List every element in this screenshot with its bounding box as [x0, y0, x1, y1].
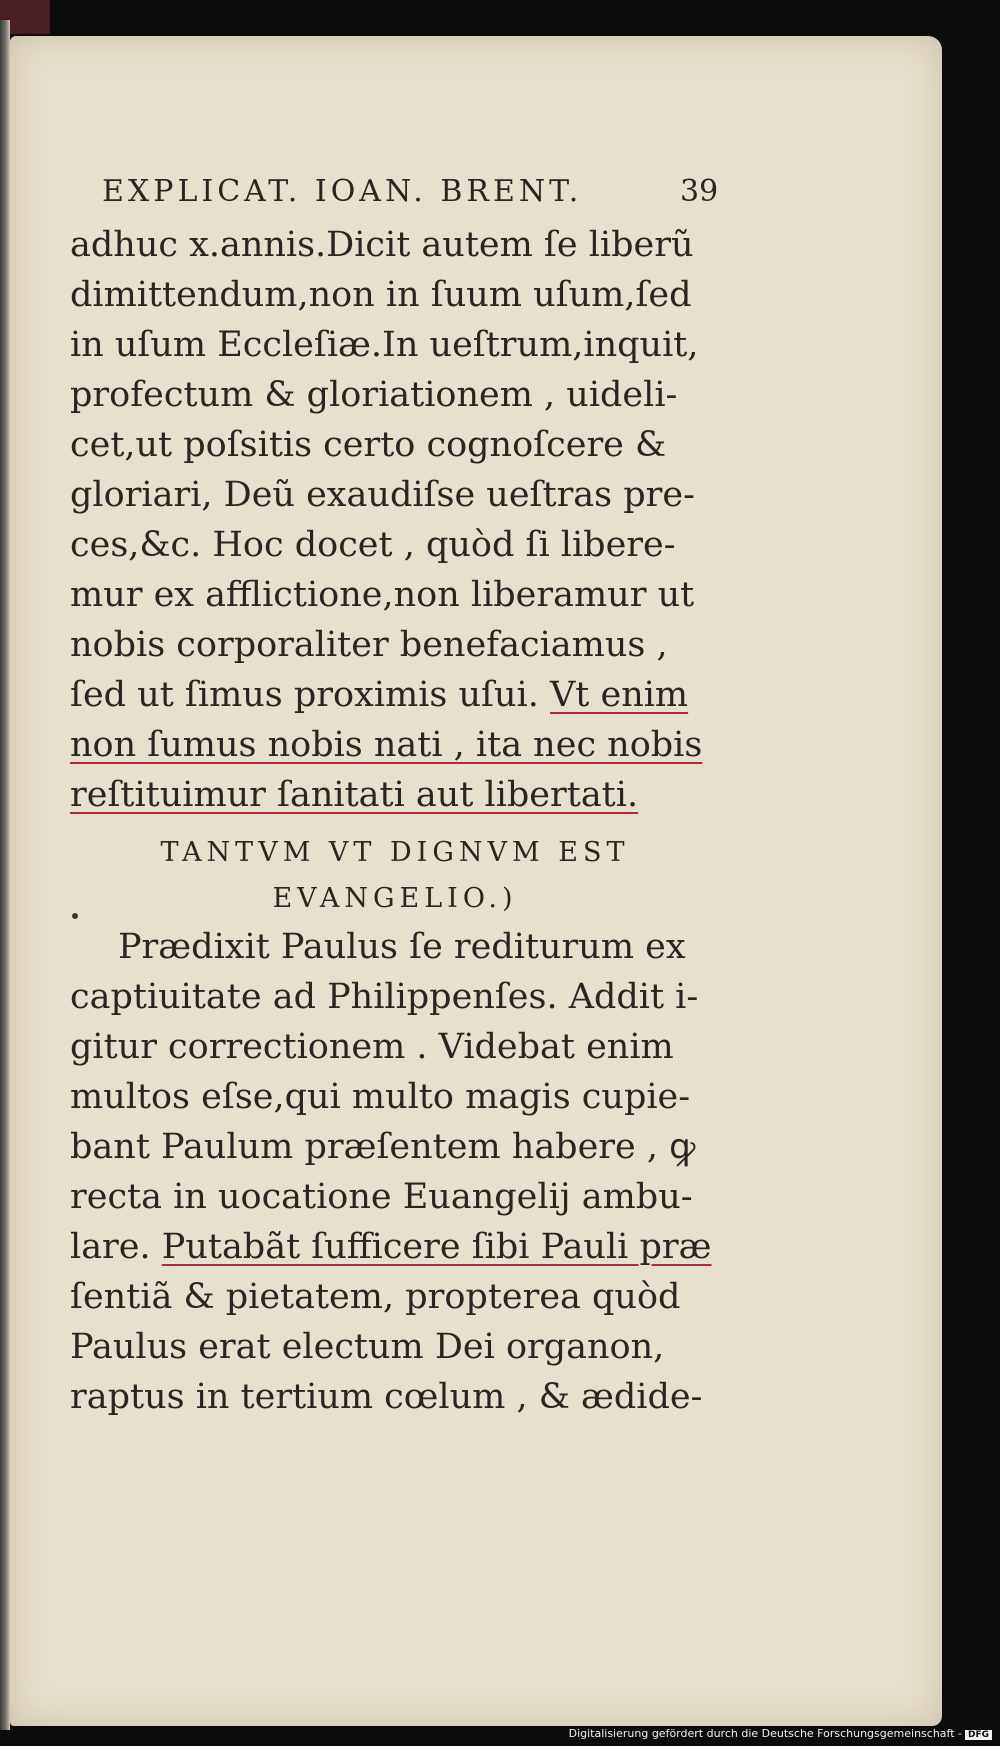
text-line: mur ex afflictione,non liberamur ut — [70, 575, 695, 615]
text-line: adhuc x.annis.Dicit autem ſe liberũ — [70, 225, 694, 265]
dfg-logo-badge: DFG — [965, 1730, 992, 1740]
text-line: Paulus erat electum Dei organon, — [70, 1327, 665, 1367]
text-line: profectum & gloriationem , uideli- — [70, 375, 678, 415]
underlined-text: reſtituimur ſanitati aut libertati. — [70, 775, 639, 815]
text-line: nobis corporaliter benefaciamus , — [70, 625, 668, 665]
text-line: in uſum Eccleſiæ.In ueſtrum,inquit, — [70, 325, 699, 365]
underlined-text: Vt enim — [550, 675, 689, 715]
text-line: gloriari, Deũ exaudiſse ueſtras pre- — [70, 475, 695, 515]
digitization-credit — [569, 1727, 992, 1740]
section-heading — [70, 830, 720, 922]
heading-line-2: EVANGELIO.) — [272, 883, 518, 914]
text-line: recta in uocatione Euangelij ambu- — [70, 1177, 693, 1217]
running-head — [70, 168, 720, 220]
text-line — [70, 720, 720, 770]
paragraph-1 — [70, 220, 720, 820]
book-spine-edge — [0, 20, 10, 1730]
text-line: raptus in tertium cœlum , & ædide- — [70, 1377, 703, 1417]
text-line: bant Paulum præſentem habere , ꝙ — [70, 1127, 696, 1167]
page-number: 39 — [680, 174, 719, 209]
heading-line-1: TANTVM VT DIGNVM EST — [160, 837, 630, 868]
text-line — [70, 670, 720, 720]
text-line — [70, 1222, 720, 1272]
text-line: ſentiã & pietatem, propterea quòd — [70, 1277, 681, 1317]
ink-speck — [72, 913, 78, 919]
text-line: cet,ut poſsitis certo cognoſcere & — [70, 425, 667, 465]
text-line: multos eſse,qui multo magis cupie- — [70, 1077, 691, 1117]
running-head-title: EXPLICAT. IOAN. BRENT. — [102, 174, 583, 209]
plain-text: ſed ut ſimus proximis uſui. — [70, 675, 539, 715]
underlined-text: non ſumus nobis nati , ita nec nobis — [70, 725, 703, 765]
text-line — [70, 770, 720, 820]
text-line: dimittendum,non in ſuum uſum,ſed — [70, 275, 692, 315]
page-text — [70, 168, 720, 1422]
text-line: captiuitate ad Philippenſes. Addit i- — [70, 977, 699, 1017]
credit-text: Digitalisierung gefördert durch die Deutsche Forschungsgemeinschaft - — [568, 1727, 962, 1740]
underlined-text: Putabãt ſufficere ſibi Pauli præ — [161, 1227, 712, 1267]
plain-text: lare. — [70, 1227, 151, 1267]
text-line: ces,&c. Hoc docet , quòd ſi libere- — [70, 525, 676, 565]
paragraph-2 — [70, 922, 720, 1422]
text-line: Prædixit Paulus ſe rediturum ex — [118, 927, 686, 967]
text-line: gitur correctionem . Videbat enim — [70, 1027, 674, 1067]
